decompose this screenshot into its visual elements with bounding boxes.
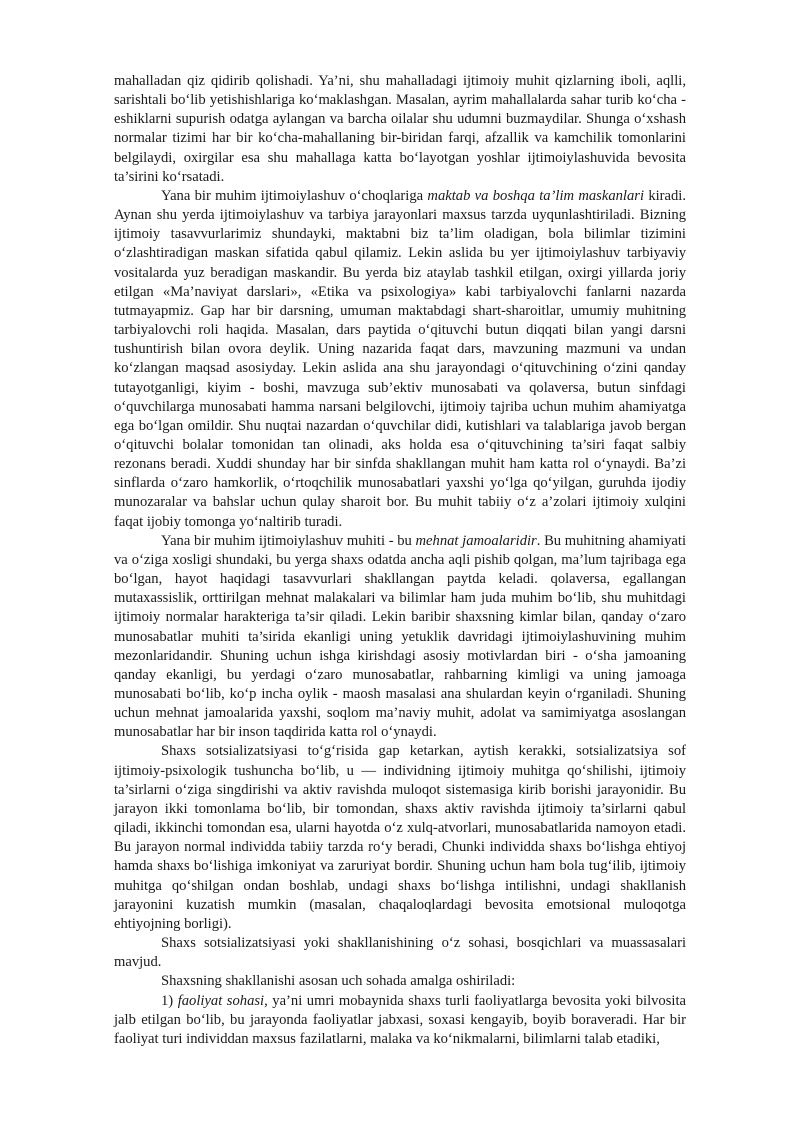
document-page <box>114 72 686 1049</box>
paragraph-mehnat-body: . Bu muhitning ahamiyati va o‘ziga xosligi shundaki, bu yerga shaxs odatda ancha aqli pishib qolgan, ma’lum tajribaga ega bo‘lgan, hayot haqidagi tasavvurlari shakllangan paytda keladi. qolaversa, egallangan mutaxassislik, orttirilgan mehnat malakalari va bilimlar ham juda muhim bo‘lib, shu muhitdagi ijtimoiy normalar harakteriga ta’sir qiladi. Lekin baribir shaxsning kimlar bilan, qanday o‘zaro munosabatlar muhiti ta’sirida ekanligi uning yetuklik davridagi ijtimoiylashuvining muhim mezonlaridandir. Shuning uchun ishga kirishdagi asosiy motivlardan biri - o‘sha jamoaning qanday ekanligi, bu yerdagi o‘zaro munosabatlar, rahbarning kimligi va uning jamoaga munosabati bo‘lib, ko‘p incha oylik - maosh masalasi ana shulardan keyin o‘rganiladi. Shuning uchun mehnat jamoalarida yaxshi, soqlom ma’naviy muhit, adolat va samimiyatga asoslangan munosabatlar har bir inson taqdirida katta rol o‘ynaydi. <box>114 532 686 741</box>
paragraph-sohalar-intro: Shaxs sotsializatsiyasi yoki shakllanishining o‘z sohasi, bosqichlari va muassasalari mavjud. <box>114 935 686 971</box>
paragraph-maktab-lead: Yana bir muhim ijtimoiylashuv o‘choqlariga <box>161 187 428 204</box>
list-number: 1) <box>161 992 178 1009</box>
paragraph-sotsializatsiya: Shaxs sotsializatsiyasi to‘g‘risida gap ketarkan, aytish kerakki, sotsializatsiya sof ijtimoiy-psixologik tushuncha bo‘lib, u — individning ijtimoiy muhitga qo‘shilishi, ijtimoiy ta’sirlarni o‘ziga singdirishi va aktiv ravishda muloqot sistemasiga kirib borishi jarayonidir. Bu jarayon ikki tomonlama bo‘lib, bir tomondan, shaxs aktiv ravishda ijtimoiy ta’sirlarni qabul qiladi, ikkinchi tomondan esa, ularni hayotda o‘z xulq-atvorlari, munosabatlarida namoyon etadi. Bu jarayon normal individda tabiiy tarzda ro‘y beradi, Chunki individda shaxs bo‘lishga ehtiyoj hamda shaxs bo‘lishiga imkoniyat va zaruriyat bordir. Shuning uchun ham bola tug‘ilib, ijtimoiy muhitga qo‘shilgan ondan boshlab, undagi shaxs bo‘lishga intilishni, undagi shakllanish jarayonini kuzatish mumkin (masalan, chaqaloqlardagi bevosita emotsional muloqotga ehtiyojning borligi). <box>114 743 686 932</box>
paragraph-uch-soha: Shaxsning shakllanishi asosan uch sohada amalga oshiriladi: <box>161 973 516 990</box>
paragraph-mehnat-lead: Yana bir muhim ijtimoiylashuv muhiti - bu <box>161 532 416 549</box>
paragraph-mehnat <box>114 532 686 743</box>
paragraph-faoliyat-sohasi <box>114 992 686 1049</box>
term-mehnat: mehnat jamoalaridir <box>415 532 537 549</box>
paragraph-maktab <box>114 187 686 532</box>
paragraph-mahalla: mahalladan qiz qidirib qolishadi. Ya’ni, shu mahalladagi ijtimoiy muhit qizlarning iboli, aqlli, sarishtali bo‘lib yetishishlariga ko‘maklashgan. Masalan, ayrim mahallalarda sahar turib ko‘cha - eshiklarni supurish odatga aylangan va barcha oilalar shu udumni buzmaydilar. Shunga o‘xshash normalar tizimi har bir ko‘cha-mahallaning bir-biridan farqi, afzallik va kamchilik tomonlarini belgilaydi, oxirgilar esa shu mahallaga katta bo‘layotgan yoshlar ijtimoiylashuvida bevosita ta’sirini ko‘rsatadi. <box>114 73 686 185</box>
paragraph-maktab-body: kiradi. Aynan shu yerda ijtimoiylashuv va tarbiya jarayonlari maxsus tarzda uyqunlashtiriladi. Bizning ijtimoiy tasavvurlarimiz shundayki, maktabni biz ta’lim oladigan, bola bilimlar tizimini o‘zlashtiradigan maskan sifatida qabul qilamiz. Lekin aslida bu yer ijtimoiylashuv tarbiyaviy vositalarda yuz beradigan maskandir. Bu yerda biz ataylab tashkil etilgan, oxirgi yillarda joriy etilgan «Ma’naviyat darslari», «Etika va psixologiya» kabi tarbiyalovchi fanlarni nazarda tutmayapmiz. Gap har bir darsning, umuman maktabdagi shart-sharoitlar, umumiy muhitning tarbiyalovchi roli haqida. Masalan, dars paytida o‘qituvchi butun diqqati bilan yangi darsni tushuntirish bilan ovora deylik. Uning nazarida faqat dars, mavzuning mazmuni va undan ko‘zlangan maqsad asosiyday. Lekin aslida ana shu jarayondagi o‘qituvchining o‘zini qanday tutayotganligi, kiyim - boshi, mavzuga sub’ektiv munosabati va qolaversa, butun sinfdagi o‘quvchilarga munosabati hamma narsani belgilovchi, ijtimoiy tajriba uchun muhim ahamiyatga ega bo‘lgan omildir. Shu nuqtai nazardan o‘quvchilar didi, kutishlari va talablariga javob bergan o‘qituvchi bolalar tomonidan tan olinadi, aks holda esa o‘qituvchining ta’siri faqat salbiy rezonans beradi. Xuddi shunday har bir sinfda shakllangan muhit ham katta rol o‘ynaydi. Ba’zi sinflarda o‘zaro hamkorlik, o‘rtoqchilik munosabatlari yaxshi yo‘lga qo‘yilgan, guruhda ijodiy munozaralar va bahslar uchun qulay sharoit bor. Bu muhit tabiiy o‘z a’zolari ijtimoiy xulqini faqat ijobiy tomonga yo‘naltirib turadi. <box>114 187 687 530</box>
term-faoliyat-sohasi: faoliyat sohasi <box>177 992 265 1009</box>
term-maktab: maktab va boshqa ta’lim maskanlari <box>427 187 645 204</box>
paragraph-faoliyat-body: , ya’ni umri mobaynida shaxs turli faoliyatlarga bevosita yoki bilvosita jalb etilgan bo‘lib, bu jarayonda faoliyatlar jabxasi, soxasi kengayib, boyib boraveradi. Har bir faoliyat turi individdan maxsus fazilatlarni, malaka va ko‘nikmalarni, bilimlarni talab etadiki, <box>114 992 686 1047</box>
